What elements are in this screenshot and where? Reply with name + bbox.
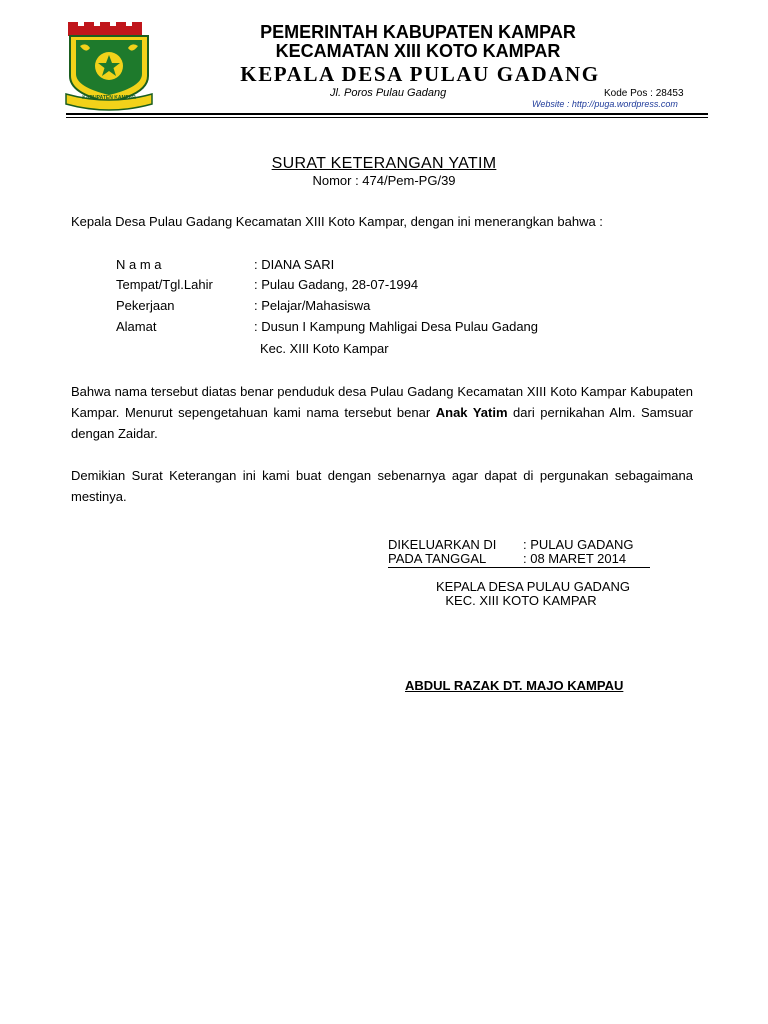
letterhead-rule-thin [66,117,708,118]
letterhead-address: Jl. Poros Pulau Gadang [330,87,447,99]
signatory-name: ABDUL RAZAK DT. MAJO KAMPAU [405,678,624,693]
signatory-office: KEPALA DESA PULAU GADANG [435,579,631,594]
statement-emphasis: Anak Yatim [435,405,508,420]
address-continuation: Kec. XIII Koto Kampar [260,341,389,356]
statement-text-b: dari pernikahan Alm. Samsuar dengan Zaidar. [71,405,693,441]
field-label: Pekerjaan [116,298,175,313]
issued-at-label: DIKELUARKAN DI [388,537,497,552]
issued-at-value: : PULAU GADANG [523,537,634,552]
field-value: : Pulau Gadang, 28-07-1994 [254,277,419,292]
document-title-text: SURAT KETERANGAN YATIM [271,155,497,172]
letterhead-website: Website : http://puga.wordpress.com [532,99,678,109]
field-label: N a m a [116,257,162,272]
document-number: Nomor : 474/Pem-PG/39 [312,173,456,188]
statement-paragraph [71,381,693,444]
field-label: Alamat [116,319,157,334]
letterhead-title: KEPALA DESA PULAU GADANG [240,62,600,86]
letterhead-rule-thick [66,113,708,115]
signatory-district: KEC. XIII KOTO KAMPAR [445,593,597,608]
closing-paragraph: Demikian Surat Keterangan ini kami buat dengan sebenarnya agar dapat di pergunakan sebagaimana mestinya. [71,468,693,504]
signature-divider [388,567,650,568]
document-title [0,155,768,173]
letterhead-postal-code: Kode Pos : 28453 [604,88,684,99]
intro-text: Kepala Desa Pulau Gadang Kecamatan XIII Koto Kampar, dengan ini menerangkan bahwa : [71,214,603,229]
field-label: Tempat/Tgl.Lahir [116,277,213,292]
statement-text-a: Bahwa nama tersebut diatas benar penduduk desa Pulau Gadang Kecamatan XIII Koto Kampar Kabupaten Kampar. Menurut sepengetahuan kami nama tersebut benar [71,384,693,420]
field-value: : Dusun I Kampung Mahligai Desa Pulau Gadang [254,319,539,334]
letterhead-district: KECAMATAN XIII KOTO KAMPAR [275,41,561,61]
letterhead-government: PEMERINTAH KABUPATEN KAMPAR [260,22,576,42]
field-value: : Pelajar/Mahasiswa [254,298,371,313]
field-value: : DIANA SARI [254,257,335,272]
date-label: PADA TANGGAL [388,551,487,566]
date-value: : 08 MARET 2014 [523,551,627,566]
logo-ribbon-text: KABUPATEN KAMPAR [82,95,136,101]
